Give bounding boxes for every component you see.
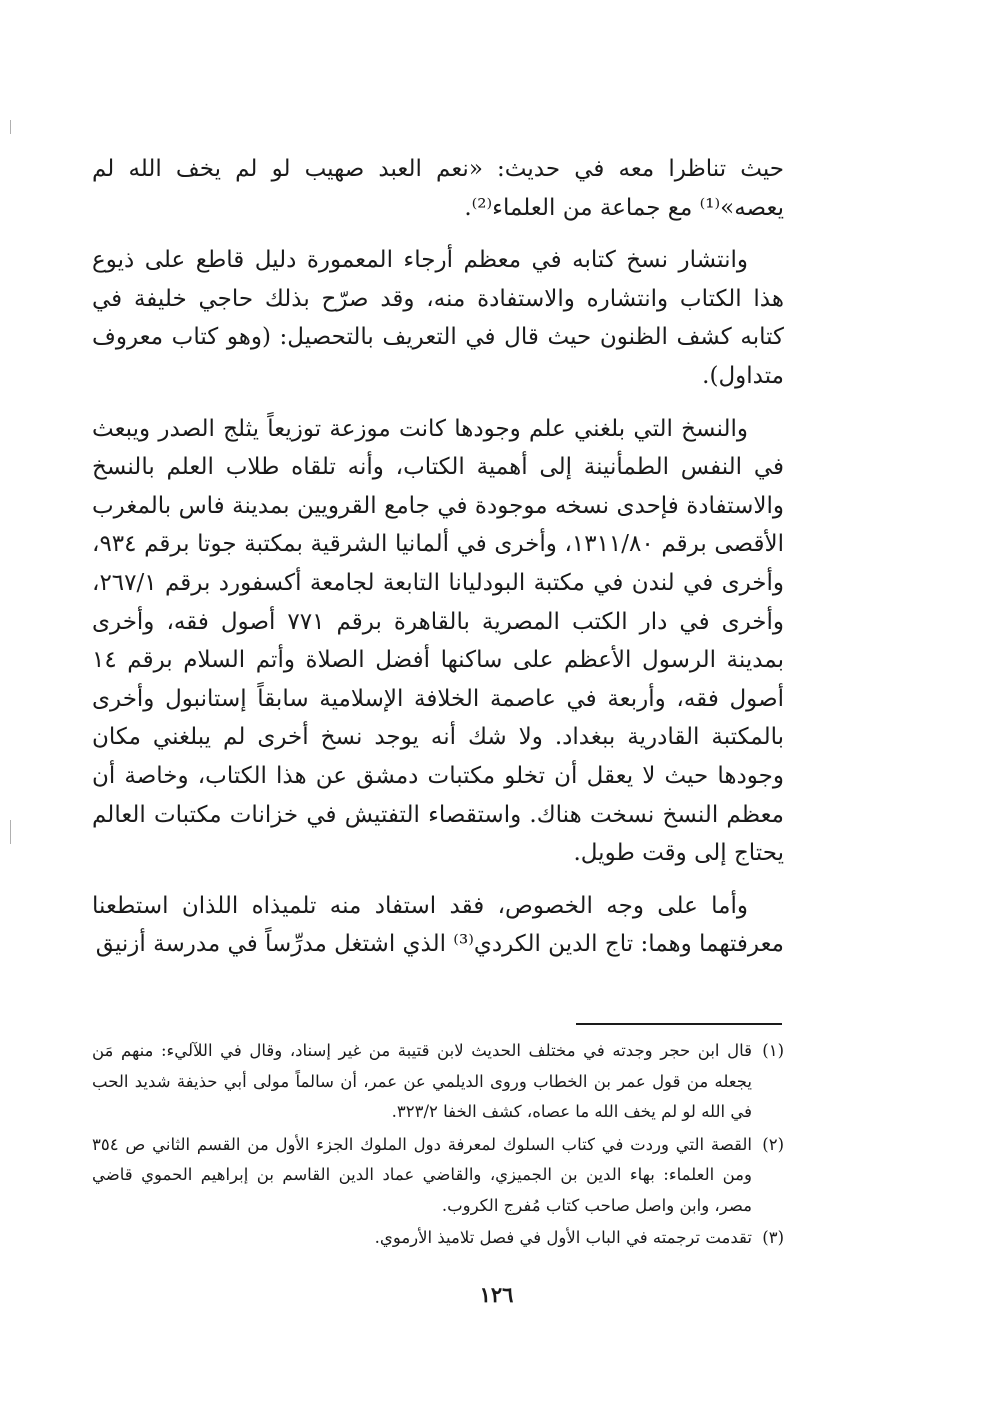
footnote-text: القصة التي وردت في كتاب السلوك لمعرفة دول الملوك الجزء الأول من القسم الثاني ص ٣٥٤ ومن العلماء: بهاء الدين بن الجميزي، والقاضي عماد الدين القاسم بن إبراهيم الحموي قاضي مصر، وابن واصل صاحب كتاب مُفرج الكروب.: [92, 1134, 752, 1215]
footnote: [92, 1223, 784, 1254]
footnote-number: (٣): [762, 1228, 784, 1247]
footnote-number: (١): [762, 1041, 784, 1060]
paragraph: حيث تناظرا معه في حديث: «نعم العبد صهيب لو لم يخف الله لم يعصه»⁽¹⁾ مع جماعة من العلماء⁽²⁾.: [92, 156, 784, 221]
main-text: [92, 150, 784, 978]
paragraph: والنسخ التي بلغني علم وجودها كانت موزعة توزيعاً يثلج الصدر ويبعث في النفس الطمأنينة إلى أهمية الكتاب، وأنه تلقاه طلاب العلم بالنسخ والاستفادة فإحدى نسخه موجودة في جامع القرويين بمدينة فاس بالمغرب الأقصى برقم ١٣١١/٨٠، وأخرى في ألمانيا الشرقية بمكتبة جوتا برقم ٩٣٤، وأخرى في لندن في مكتبة البودليانا التابعة لجامعة أكسفورد برقم ٢٦٧/١، وأخرى في دار الكتب المصرية بالقاهرة برقم ٧٧١ أصول فقه، وأخرى بمدينة الرسول الأعظم على ساكنها أفضل الصلاة وأتم السلام برقم ١٤ أصول فقه، وأربعة في عاصمة الخلافة الإسلامية سابقاً إستانبول وأخرى بالمكتبة القادرية ببغداد. ولا شك أنه يوجد نسخ أخرى لم يبلغني مكان وجودها حيث لا يعقل أن تخلو مكتبات دمشق عن هذا الكتاب، وخاصة أن معظم النسخ نسخت هناك. واستقصاء التفتيش في خزانات مكتبات العالم يحتاج إلى وقت طويل.: [92, 415, 784, 867]
footnote: [92, 1036, 784, 1128]
page-number: ١٢٦: [479, 1282, 514, 1307]
margin-mark: [10, 120, 11, 134]
paragraph: وأما على وجه الخصوص، فقد استفاد منه تلميذاه اللذان استطعنا معرفتهما وهما: تاج الدين الكردي⁽³⁾ الذي اشتغل مدرِّساً في مدرسة أزنيق: [92, 892, 784, 958]
footnote-text: قال ابن حجر وجدته في مختلف الحديث لابن قتيبة من غير إسناد، وقال في اللآليء: منهم مَن يجعله من قول عمر بن الخطاب وروى الديلمي عن عمر، أن سالماً مولى أبي حذيفة شديد الحب في الله لو لم يخف الله ما عصاه، كشف الخفا ٣٢٣/٢.: [92, 1041, 752, 1121]
footnotes: [92, 1036, 784, 1256]
footnote-separator: [576, 1023, 782, 1025]
footnote-number: (٢): [762, 1134, 784, 1154]
footnote-text: تقدمت ترجمته في الباب الأول في فصل تلاميذ الأرموي.: [374, 1228, 752, 1247]
margin-mark: [10, 820, 11, 844]
paragraph: وانتشار نسخ كتابه في معظم أرجاء المعمورة دليل قاطع على ذيوع هذا الكتاب وانتشاره والاستفادة منه، وقد صرّح بذلك حاجي خليفة في كتابه كشف الظنون حيث قال في التعريف بالتحصيل: (وهو كتاب معروف متداول).: [92, 247, 784, 389]
footnote: [92, 1130, 784, 1222]
